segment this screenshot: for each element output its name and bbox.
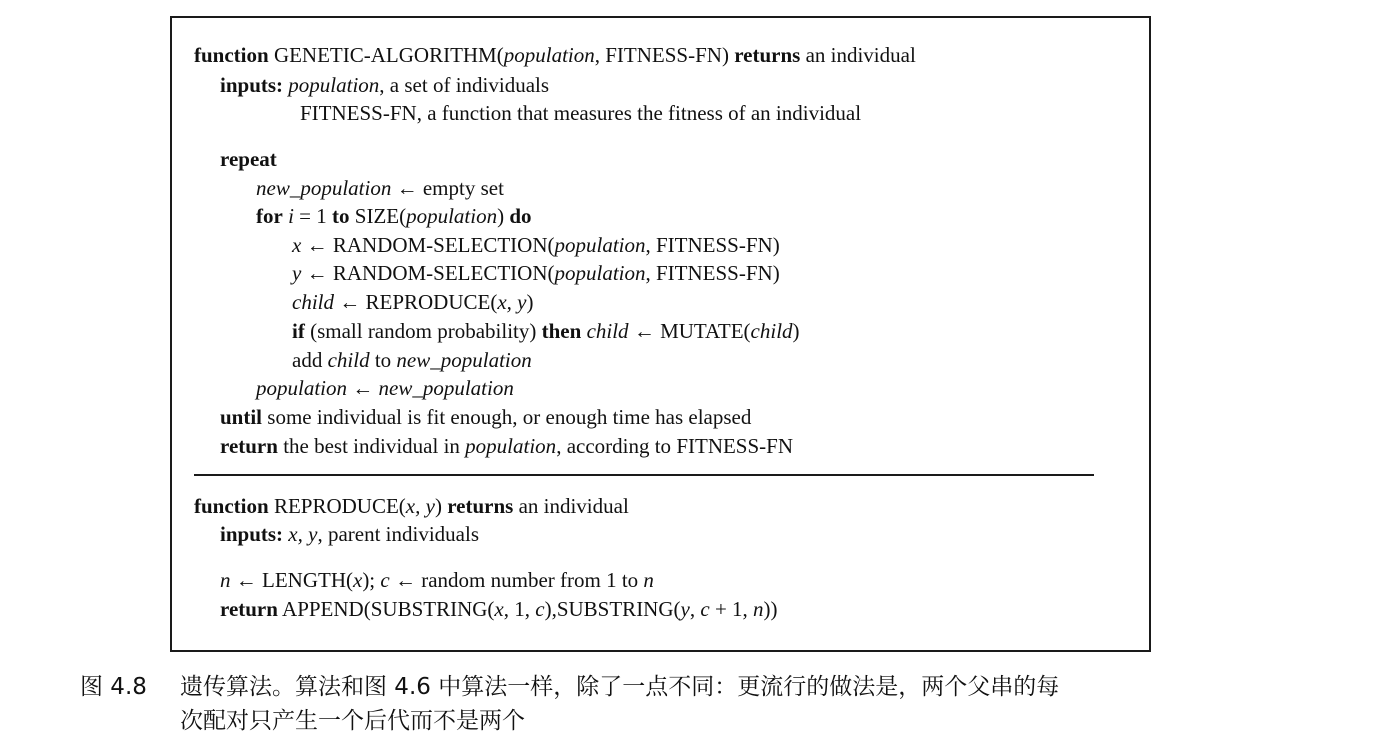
repeat-keyword: repeat [220, 147, 277, 171]
length-and-crossover-point: n ← LENGTH(x); c ← random number from 1 to n [220, 568, 654, 592]
genetic-inputs-population: inputs: population, a set of individuals [220, 73, 550, 97]
reproduce-call: child ← REPRODUCE(x, y) [292, 290, 534, 314]
section-divider [194, 474, 1094, 476]
for-loop-header: for i = 1 to SIZE(population) do [256, 204, 532, 228]
return-append: return APPEND(SUBSTRING(x, 1, c),SUBSTRING(y, c + 1, n)) [220, 597, 778, 621]
genetic-inputs-fitness-fn: FITNESS-FN, a function that measures the fitness of an individual [300, 101, 862, 125]
mutate-step: if (small random probability) then child ← MUTATE(child) [292, 319, 800, 343]
reproduce-inputs: inputs: x, y, parent individuals [220, 522, 479, 546]
figure-caption-line-2: 次配对只产生一个后代而不是两个 [180, 708, 525, 734]
add-child-step: add child to new_population [292, 348, 532, 372]
algorithm-box [170, 16, 1151, 652]
until-condition: until some individual is fit enough, or enough time has elapsed [220, 405, 752, 429]
return-best: return the best individual in population, according to FITNESS-FN [220, 434, 794, 458]
select-x: x ← RANDOM-SELECTION(population, FITNESS-FN) [292, 233, 780, 257]
genetic-algorithm-signature: function GENETIC-ALGORITHM(population, FITNESS-FN) returns an individual [194, 43, 916, 67]
figure-caption-label: 图 4.8 [80, 674, 147, 700]
population-update: population ← new_population [256, 376, 514, 400]
new-population-init: new_population ← empty set [256, 176, 504, 200]
reproduce-signature: function REPRODUCE(x, y) returns an individual [194, 494, 629, 518]
select-y: y ← RANDOM-SELECTION(population, FITNESS-FN) [292, 261, 780, 285]
figure-caption-line-1: 遗传算法。算法和图 4.6 中算法一样，除了一点不同：更流行的做法是，两个父串的每 [180, 674, 1060, 700]
